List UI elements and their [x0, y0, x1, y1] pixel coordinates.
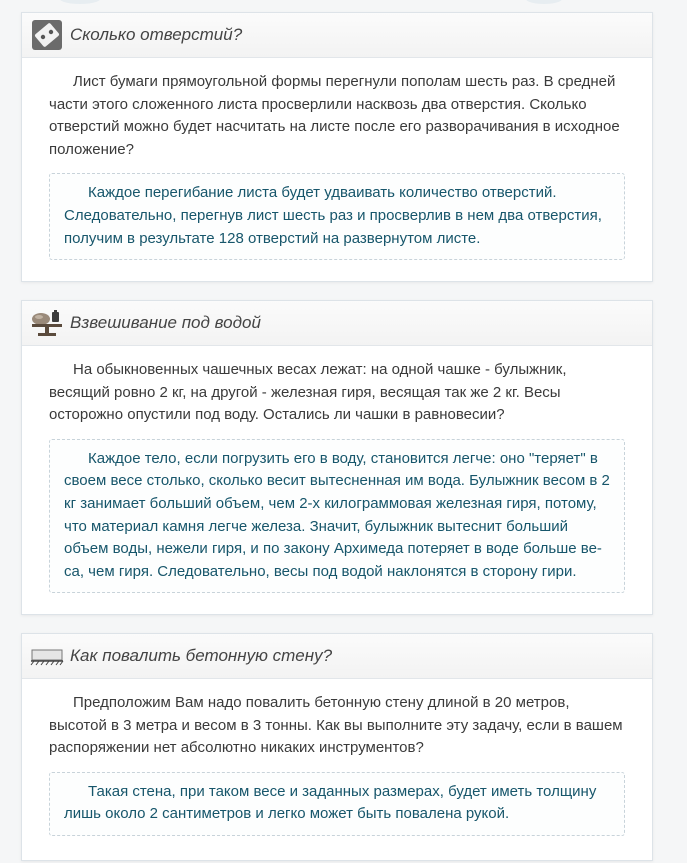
card-body [22, 679, 652, 856]
card-header [22, 634, 652, 679]
card-title: Взвешивание под водой [70, 313, 261, 332]
card-title: Сколько отверстий? [70, 25, 243, 44]
card-body [22, 58, 652, 280]
answer-box: Каждое перегибание листа будет удваивать количество отверстий. Следовательно, перегнув лист шесть раз и просверлив в нем два отверстия, получим в результате 128 отверстий на развернутом листе. [49, 173, 625, 260]
card-title: Как повалить бетонную стену? [70, 646, 333, 665]
answer-box: Каждое тело, если погрузить его в воду, становится легче: оно "теряет" в своем весе столько, сколько весит вытесненная им вода. Булыжник весом в 2 кг занимает больший объем, чем 2-х килограммовая железная гиря, потому, что материал камня легче железа. Значит, булыжник вытеснит больший объем воды, нежели гиря, и по закону Архимеда потеряет в воде больше ве-са, чем гиря. Следовательно, весы под водой наклонятся в сторону гири. [49, 439, 625, 594]
top-decoration-right [526, 0, 562, 4]
card-header [22, 301, 652, 346]
puzzle-card [21, 633, 653, 861]
wall-icon [30, 639, 64, 673]
scales-icon [30, 306, 64, 340]
card-header [22, 13, 652, 58]
puzzle-card [21, 12, 653, 282]
question-text: На обыкновенных чашечных весах лежат: на одной чашке - булыжник, весящий ровно 2 кг, на другой - железная гиря, весящая так же 2 кг. Весы осторожно опустили под воду. Остались ли чашки в равновесии? [49, 361, 567, 424]
answer-box: Такая стена, при таком весе и заданных размерах, будет иметь толщину лишь около 2 сантиметров и легко может быть повалена рукой. [49, 772, 625, 836]
puzzle-card [21, 300, 653, 615]
question-text: Предположим Вам надо повалить бетонную стену длиной в 20 метров, высотой в 3 метра и весом в 3 тонны. Как вы выполните эту задачу, если в вашем распоряжении нет абсолютно никаких инструментов? [49, 694, 623, 757]
card-body [22, 346, 652, 613]
dice-icon [30, 18, 64, 52]
question-text: Лист бумаги прямоугольной формы перегнули пополам шесть раз. В средней части этого сложенного листа просверлили насквозь два отверстия. Сколько отверстий можно будет насчитать на листе после его разворачивания в исходное положение? [49, 73, 620, 158]
top-decoration-left [60, 0, 100, 4]
